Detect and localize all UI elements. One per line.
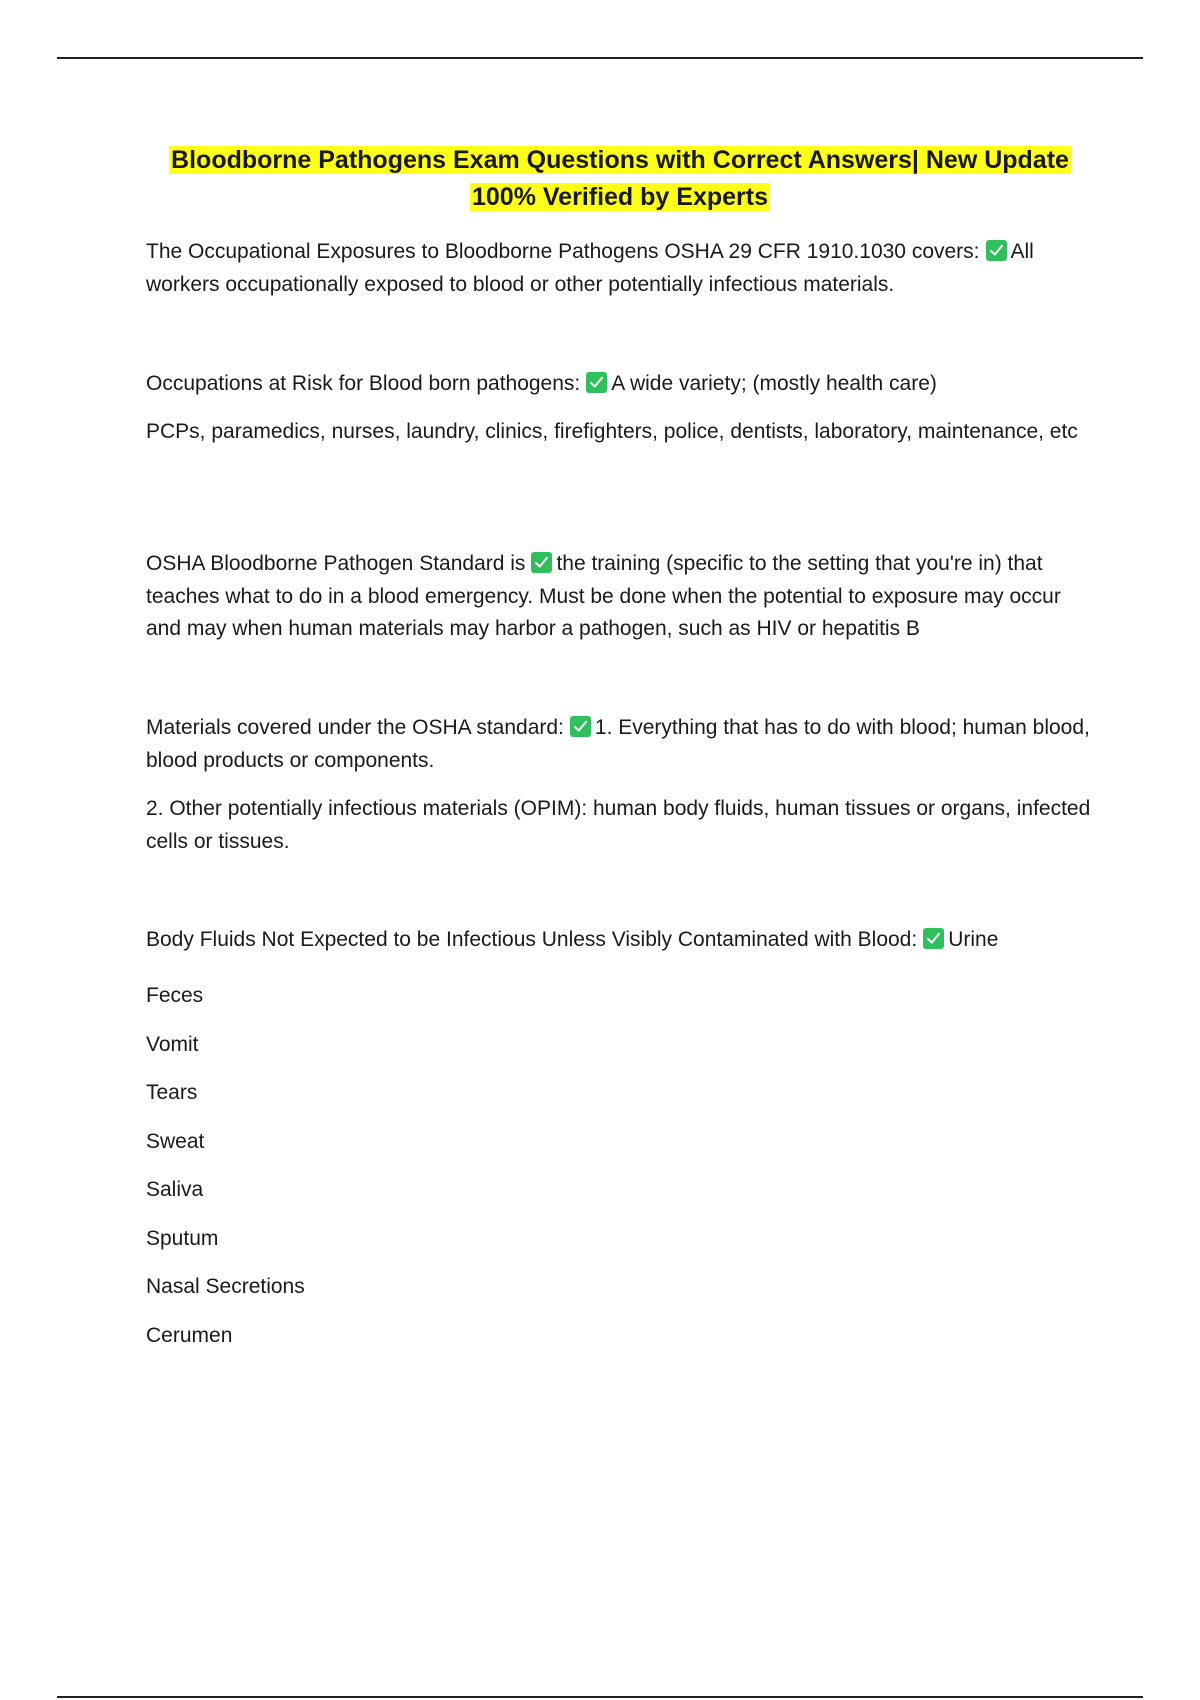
fluid-list [146, 972, 1096, 1360]
answer-text: Urine [948, 928, 999, 951]
question-text: OSHA Bloodborne Pathogen Standard is [146, 552, 526, 575]
question-text: Occupations at Risk for Blood born pathogens: [146, 372, 581, 395]
qa-block-2 [146, 368, 1096, 401]
question-text: The Occupational Exposures to Bloodborne Pathogens OSHA 29 CFR 1910.1030 covers: [146, 240, 980, 263]
check-mark-icon [923, 928, 944, 949]
qa-line [146, 712, 1096, 777]
list-item: Cerumen [146, 1323, 233, 1347]
qa-line [146, 924, 1096, 957]
answer-text: 1. Everything that has to do with blood; human blood, blood products or components. [146, 716, 1090, 772]
qa-block-5 [146, 924, 1096, 957]
list-item: Vomit [146, 1032, 199, 1056]
list-item: Feces [146, 984, 204, 1007]
check-mark-icon [986, 240, 1007, 261]
title-line-1: Bloodborne Pathogens Exam Questions with Correct Answers| New Update [171, 146, 1069, 174]
title-line-2: 100% Verified by Experts [472, 183, 768, 211]
qa-block-2-extra [146, 416, 1096, 449]
answer-text: A wide variety; (mostly health care) [611, 372, 937, 395]
list-item: Nasal Secretions [146, 1275, 305, 1298]
check-mark-icon [531, 552, 552, 573]
qa-block-4-extra [146, 793, 1096, 858]
answer-extra-text: 2. Other potentially infectious materials (OPIM): human body fluids, human tissues or organs, infected cells or tissues. [146, 797, 1091, 853]
qa-block-3 [146, 548, 1096, 646]
document-title [130, 142, 1110, 216]
qa-line [146, 236, 1096, 301]
qa-line [146, 368, 1096, 401]
list-item: Sweat [146, 1129, 205, 1153]
answer-text: All workers occupationally exposed to blood or other potentially infectious materials. [146, 240, 1034, 296]
question-text: Body Fluids Not Expected to be Infectious Unless Visibly Contaminated with Blood: [146, 928, 918, 951]
list-item: Tears [146, 1081, 198, 1104]
top-rule [57, 57, 1143, 59]
qa-block-4 [146, 712, 1096, 777]
qa-line [146, 548, 1096, 646]
list-item: Saliva [146, 1178, 204, 1201]
check-mark-icon [570, 716, 591, 737]
list-item: Sputum [146, 1226, 219, 1250]
answer-text: the training (specific to the setting that you're in) that teaches what to do in a blood emergency. Must be done when the potential to exposure may occur and may when human materials may harbor a pathogen, such as HIV or hepatitis B [146, 552, 1061, 640]
check-mark-icon [586, 372, 607, 393]
bottom-rule [57, 1696, 1143, 1698]
qa-block-1 [146, 236, 1096, 301]
answer-extra-text: PCPs, paramedics, nurses, laundry, clinics, firefighters, police, dentists, laboratory, maintenance, etc [146, 420, 1078, 443]
question-text: Materials covered under the OSHA standard: [146, 716, 564, 739]
